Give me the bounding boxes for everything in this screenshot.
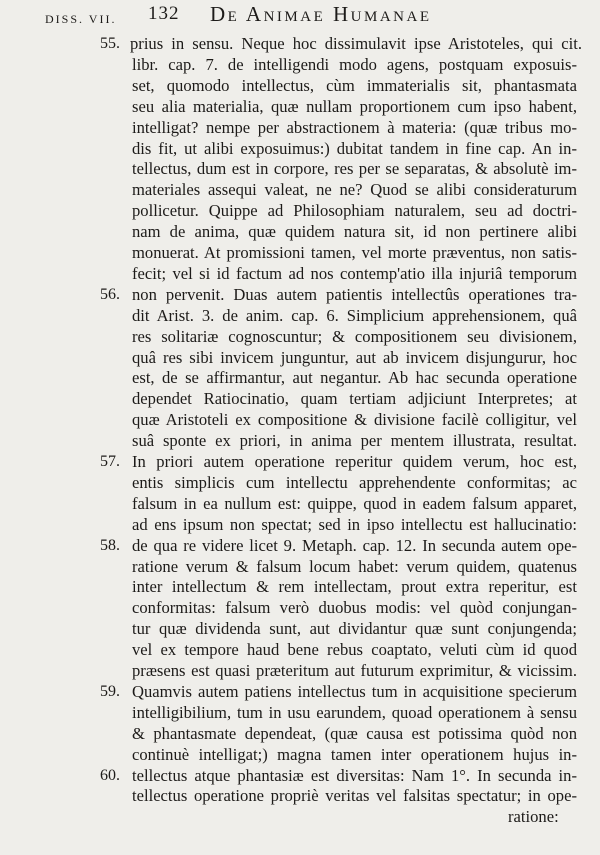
line-text: prius in sensu. Neque hoc dissimulavit ipse Aristoteles, qui cit. xyxy=(130,34,582,53)
line-text: de qua re videre licet 9. Metaph. cap. 12. In secunda autem ope- xyxy=(132,535,577,555)
line-text: quæ Aristoteli ex compositione & divisione facilè colligitur, vel xyxy=(132,410,577,430)
section-label: DISS. VII. xyxy=(45,12,117,26)
text-line xyxy=(0,452,600,474)
line-text: non pervenit. Duas autem patientis intellectûs operationes tra- xyxy=(132,284,577,304)
text-line xyxy=(0,682,600,704)
text-line xyxy=(0,222,600,244)
text-line xyxy=(0,745,600,767)
text-line xyxy=(0,494,600,516)
text-line xyxy=(0,159,600,181)
text-line xyxy=(0,431,600,453)
line-text: ratione: xyxy=(508,807,559,827)
paragraph-number: 55. xyxy=(100,35,120,52)
paragraph-number: 58. xyxy=(100,536,120,554)
line-text: præsens est quasi præteritum aut futurum exprimitur, & vicissim. xyxy=(132,661,577,680)
line-text: In priori autem operatione reperitur quidem verum, hoc est, xyxy=(132,452,577,471)
text-line xyxy=(0,34,600,56)
paragraph-number: 57. xyxy=(100,453,120,470)
text-line xyxy=(0,473,600,495)
text-line xyxy=(0,306,600,328)
text-line xyxy=(0,180,600,202)
text-line xyxy=(0,348,600,370)
line-text: fecit; vel si id factum ad nos contemp'atio illa injuriâ temporum xyxy=(132,263,577,283)
text-line xyxy=(0,598,600,620)
text-line xyxy=(0,97,600,119)
text-line xyxy=(0,201,600,223)
text-line xyxy=(0,807,600,829)
line-text: dit Arist. 3. de anim. cap. 6. Simplicium apprehensionem, quâ xyxy=(132,305,577,325)
line-text: libr. cap. 7. de intelligendi modo agens, postquam exposuis- xyxy=(132,54,577,74)
text-line xyxy=(0,139,600,161)
text-line xyxy=(0,577,600,599)
line-text: ad ens ipsum non spectat; sed in ipso intellectu est hallucinatio: xyxy=(132,514,577,534)
running-header xyxy=(40,2,580,30)
text-line xyxy=(0,243,600,265)
text-line xyxy=(0,327,600,349)
line-text: intelligat? nempe per abstractionem à materia: (quæ tribus mo- xyxy=(132,117,577,137)
paragraph-number: 60. xyxy=(100,766,120,784)
line-text: dependet Ratiocinatio, quam tertiam adjiciunt Interpretes; at xyxy=(132,389,577,409)
line-text: nam de anima, quæ quidem natura sit, id non pertinere alibi xyxy=(132,222,577,242)
line-text: tur quæ dividenda sunt, aut dividantur quæ sunt conjungenda; xyxy=(132,619,577,639)
text-line xyxy=(0,557,600,579)
text-line xyxy=(0,786,600,808)
line-text: pollicetur. Quippe ad Philosophiam naturalem, seu ad doctri- xyxy=(132,201,577,221)
text-line xyxy=(0,55,600,77)
text-line xyxy=(0,515,600,537)
line-text: Quamvis autem patiens intellectus tum in acquisitione specierum xyxy=(132,681,577,701)
line-text: intelligibilium, tum in usu earundem, quoad operationem à sensu xyxy=(132,702,577,722)
line-text: seu alia materialia, quæ nullam proportionem cum ipso habent, xyxy=(132,96,577,116)
line-text: materiales assequi valeat, ne ne? Quod se alibi consideraturum xyxy=(132,180,577,200)
running-title: De Animae Humanae xyxy=(210,2,432,26)
line-text: monuerat. At promissioni tamen, vel morte præventus, non satis- xyxy=(132,243,577,262)
line-text: falsum in ea nullum est: quippe, quod in eadem falsum apparet, xyxy=(132,493,577,513)
line-text: est, de se affirmantur, aut negantur. Ab hac secunda operatione xyxy=(132,368,577,388)
text-line xyxy=(0,661,600,683)
text-line xyxy=(0,118,600,140)
line-text: suâ sponte ex priori, in anima per mentem illustrata, resultat. xyxy=(132,431,577,451)
line-text: tellectus atque phantasiæ est diversitas: Nam 1°. In secunda in- xyxy=(132,765,577,785)
line-text: set, quomodo intellectus, cùm immaterialis sit, phantasmata xyxy=(132,75,577,95)
paragraph-number: 59. xyxy=(100,682,120,700)
text-line xyxy=(0,389,600,411)
line-text: inter intellectum & rem intellectam, prout extra reperitur, est xyxy=(132,577,577,597)
text-line xyxy=(0,368,600,390)
line-text: vel ex tempore haud bene rebus coaptato, veluti cùm id quod xyxy=(132,640,577,660)
line-text: entis simplicis cum intellectu apprehendente conformitas; ac xyxy=(132,472,577,492)
line-text: continuè intelligat;) magna tamen inter operationem hujus in- xyxy=(132,744,577,764)
text-line xyxy=(0,264,600,286)
text-line xyxy=(0,619,600,641)
line-text: res solitariæ cognoscuntur; & compositionem seu divisionem, xyxy=(132,326,577,346)
text-line xyxy=(0,703,600,725)
paragraph-number: 56. xyxy=(100,285,120,303)
line-text: ratione verum & falsum locum habet: verum quidem, quatenus xyxy=(132,556,577,576)
line-text: & phantasmate dependeat, (quæ causa est potissima quòd non xyxy=(132,723,577,743)
line-text: tellectus operatione propriè veritas vel falsitas spectatur; in ope- xyxy=(132,786,577,806)
text-line xyxy=(0,724,600,746)
text-line xyxy=(0,76,600,98)
page-number: 132 xyxy=(148,3,180,24)
line-text: conformitas: falsum verò duobus modis: vel quòd conjungan- xyxy=(132,598,577,618)
text-line xyxy=(0,536,600,558)
text-line xyxy=(0,285,600,307)
text-line xyxy=(0,640,600,662)
line-text: quâ res sibi invicem junguntur, aut ab invicem disjungurur, hoc xyxy=(132,347,577,367)
line-text: dis fit, ut alibi exposuimus:) dubitat tandem in fine cap. An in- xyxy=(132,138,577,158)
text-line xyxy=(0,766,600,788)
text-line xyxy=(0,410,600,432)
line-text: tellectus, dum est in corpore, res per se separatas, & absolutè im- xyxy=(132,159,577,179)
